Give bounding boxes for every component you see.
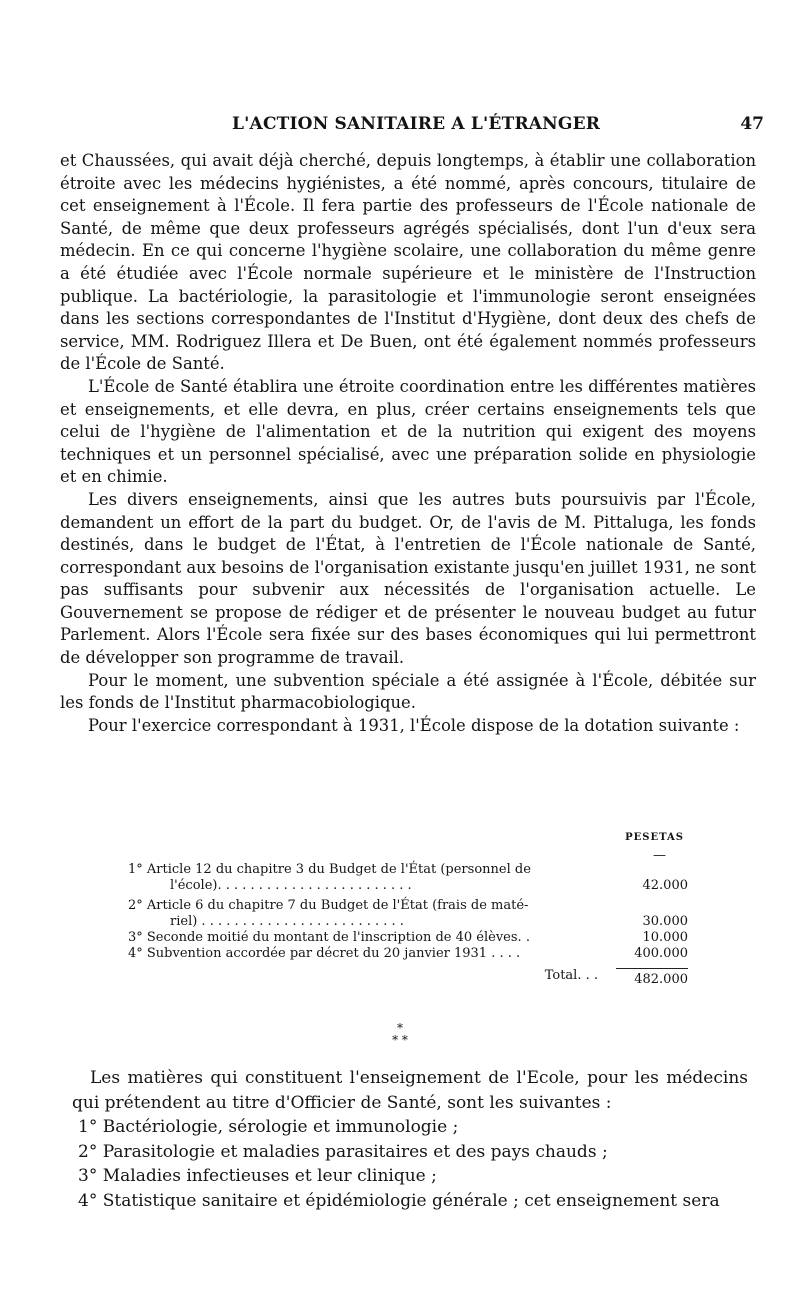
page-number: 47 bbox=[740, 114, 764, 134]
paragraph: Les divers enseignements, ainsi que les autres buts poursuivis par l'École, demandent un effort de la part du budget. Or, de l'avis de M. Pittaluga, les fonds destinés, dans le budget de l'État, à l'entretien de l'École nationale de Santé, correspondant aux besoins de l'organisation existante jusqu'en juillet 1931, ne sont pas suffisants pour subvenir aux nécessités de l'organisation actuelle. Le Gouvernement se propose de rédiger et de présenter le nouveau budget au futur Parlement. Alors l'École sera fixée sur des bases économiques qui lui permettront de développer son programme de travail. bbox=[60, 489, 756, 668]
paragraph: L'École de Santé établira une étroite coordination entre les différentes matières et enseignements, et elle devra, en plus, créer certains enseignements tels que celui de l'hygiène de l'alimentation et de la nutrition qui exigent des moyens techniques et un personnel spécialisé, avec une préparation solide en physiologie et en chimie. bbox=[60, 376, 756, 487]
budget-row-label-line: 2° Article 6 du chapitre 7 du Budget de l'État (frais de maté- bbox=[128, 898, 529, 913]
page-header bbox=[72, 114, 772, 142]
budget-table bbox=[128, 830, 688, 988]
column-header-dash: — bbox=[653, 848, 666, 863]
total-amount: 482.000 bbox=[616, 968, 688, 988]
body-text bbox=[60, 150, 756, 737]
budget-row-label bbox=[128, 946, 616, 962]
budget-row-label-continuation: riel) . . . . . . . . . . . . . . . . . . . . . . . . . bbox=[170, 914, 404, 929]
asterism-top: * bbox=[397, 1021, 403, 1035]
currency-column-header: PESETAS bbox=[625, 832, 684, 843]
budget-row-label-line: 3° Seconde moitié du montant de l'inscription de 40 élèves. . bbox=[128, 930, 530, 945]
curriculum-section bbox=[72, 1066, 748, 1213]
budget-row-amount: 30.000 bbox=[642, 914, 688, 929]
curriculum-item: 1° Bactériologie, sérologie et immunologie ; bbox=[78, 1117, 459, 1137]
budget-row bbox=[128, 930, 688, 946]
curriculum-item: 2° Parasitologie et maladies parasitaires et des pays chauds ; bbox=[78, 1141, 608, 1162]
budget-row-label bbox=[128, 930, 616, 946]
budget-total-row bbox=[128, 968, 688, 988]
budget-row bbox=[128, 946, 688, 962]
running-title: L'ACTION SANITAIRE A L'ÉTRANGER bbox=[232, 114, 601, 134]
total-label: Total. . . bbox=[544, 968, 598, 983]
budget-row-amount: 42.000 bbox=[642, 878, 688, 893]
paragraph: Pour l'exercice correspondant à 1931, l'École dispose de la dotation suivante : bbox=[88, 715, 740, 735]
curriculum-intro: Les matières qui constituent l'enseignement de l'Ecole, pour les médecins qui prétendent au titre d'Officier de Santé, sont les suivantes : bbox=[72, 1068, 748, 1113]
budget-row-label-line: 4° Subvention accordée par décret du 20 janvier 1931 . . . . bbox=[128, 946, 521, 961]
budget-row-label bbox=[128, 898, 616, 930]
budget-row bbox=[128, 862, 688, 894]
curriculum-item: 4° Statistique sanitaire et épidémiologie générale ; cet enseignement sera bbox=[78, 1190, 720, 1211]
budget-row-amount: 10.000 bbox=[642, 930, 688, 945]
paragraph: Pour le moment, une subvention spéciale a été assignée à l'École, débitée sur les fonds de l'Institut pharmacobiologique. bbox=[60, 670, 756, 713]
paragraph: et Chaussées, qui avait déjà cherché, depuis longtemps, à établir une collaboration étroite avec les médecins hygiénistes, a été nommé, après concours, titulaire de cet enseignement à l'École. Il fera partie des professeurs de l'École nationale de Santé, de même que deux professeurs agrégés spécialisés, dont l'un d'eux sera médecin. En ce qui concerne l'hygiène scolaire, une collaboration du même genre a été étudiée avec l'École normale supérieure et le ministère de l'Instruction publique. La bactériologie, la parasitologie et l'immunologie seront enseignées dans les sections correspondantes de l'Institut d'Hygiène, dont deux des chefs de service, MM. Rodriguez Illera et De Buen, ont été également nommés professeurs de l'École de Santé. bbox=[60, 151, 756, 374]
budget-row bbox=[128, 898, 688, 930]
budget-row-label-line: 1° Article 12 du chapitre 3 du Budget de l'État (personnel de bbox=[128, 862, 531, 877]
asterism-bottom: * * bbox=[392, 1033, 408, 1047]
budget-row-label-continuation: l'école). . . . . . . . . . . . . . . . . . . . . . . . bbox=[170, 878, 412, 893]
budget-row-amount: 400.000 bbox=[634, 946, 688, 961]
budget-row-label bbox=[128, 862, 616, 894]
curriculum-item: 3° Maladies infectieuses et leur clinique ; bbox=[78, 1166, 437, 1186]
section-separator bbox=[380, 1022, 420, 1046]
